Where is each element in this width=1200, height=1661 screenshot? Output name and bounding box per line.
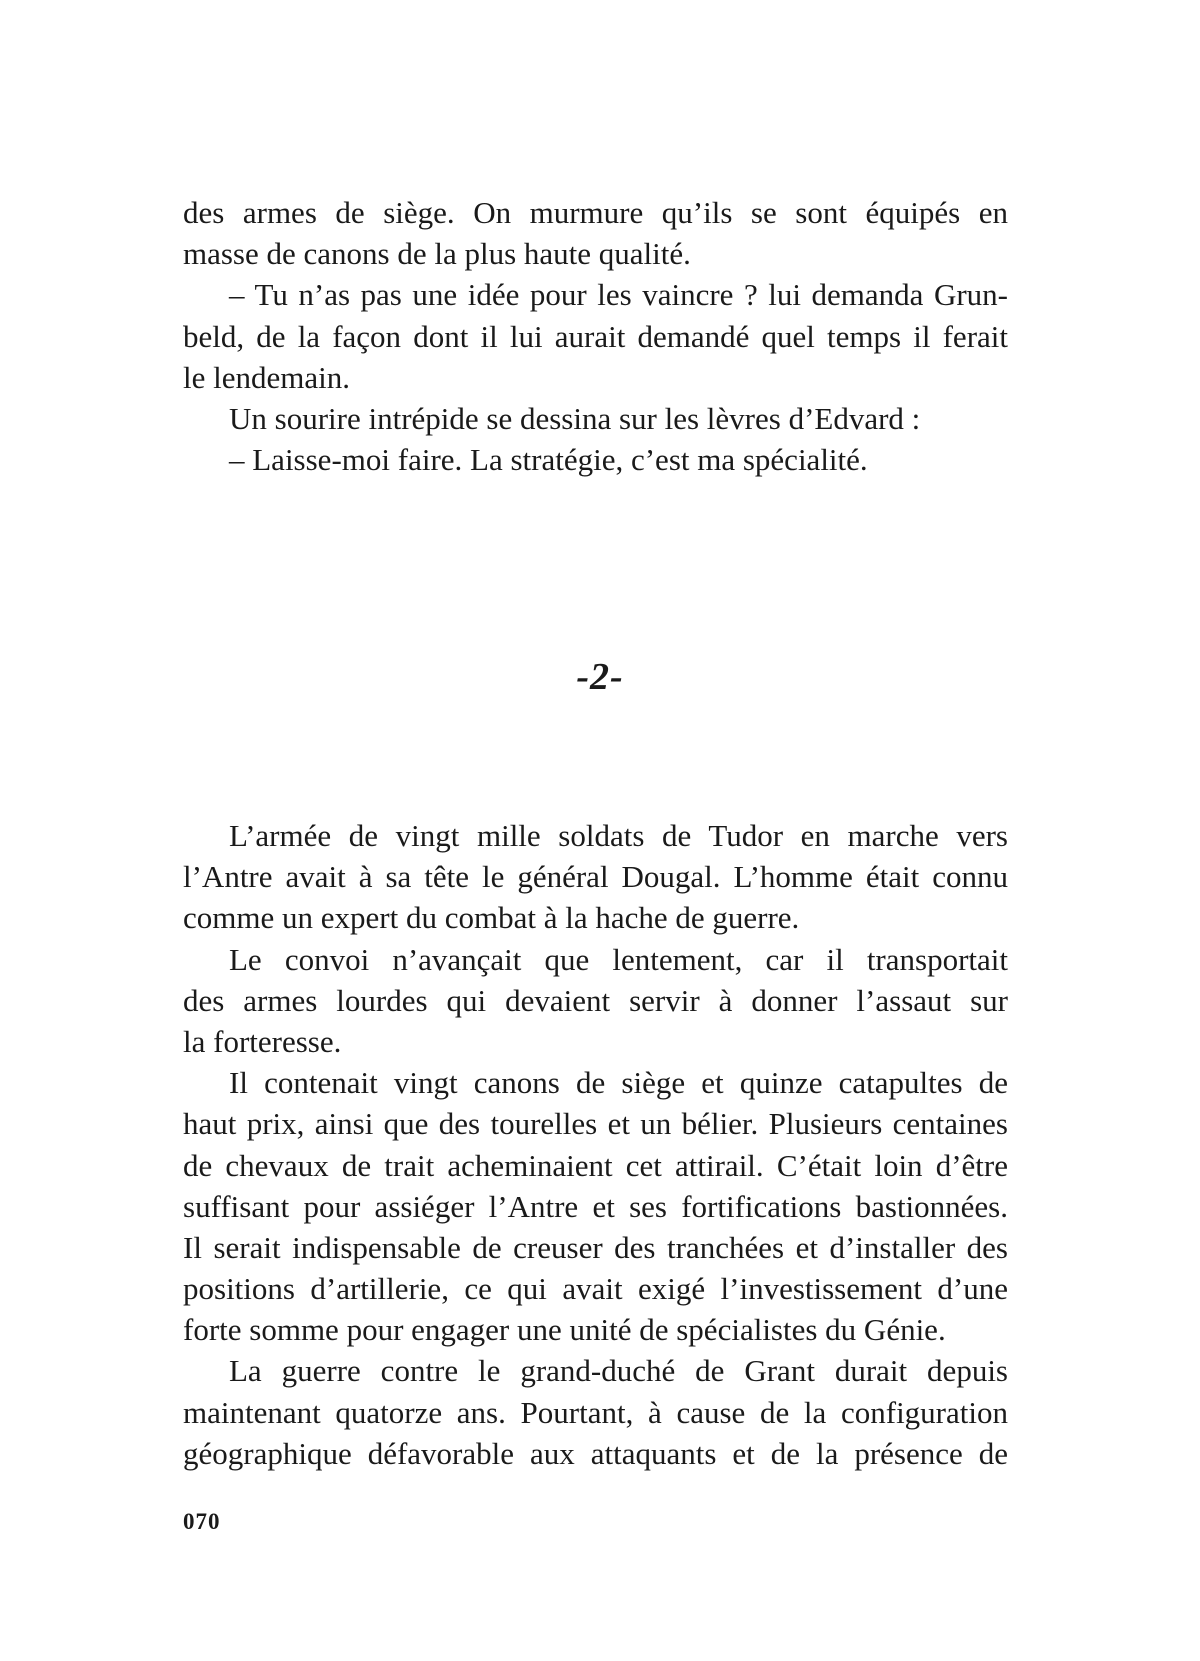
text-line: Un sourire intrépide se dessina sur les lèvres d’Edvard : [229, 400, 921, 436]
text-line: haut prix, ainsi que des tourelles et un bélier. Plusieurs centaines [183, 1106, 1008, 1142]
text-line: de chevaux de trait acheminaient cet attirail. C’était loin d’être [183, 1147, 1008, 1183]
text-line: des armes de siège. On murmure qu’ils se sont équipés en [183, 195, 1008, 230]
text-line: l’Antre avait à sa tête le général Dougal. L’homme était connu [183, 859, 1008, 895]
text-line: Il contenait vingt canons de siège et quinze catapultes de [229, 1065, 1008, 1101]
text-line: Le convoi n’avançait que lentement, car il transportait [229, 941, 1008, 977]
text-line: Il serait indispensable de creuser des tranchées et d’installer des [183, 1229, 1008, 1265]
passage-before-chapter [183, 192, 1008, 480]
text-line: maintenant quatorze ans. Pourtant, à cause de la configuration [183, 1394, 1008, 1430]
text-line: masse de canons de la plus haute qualité. [183, 236, 691, 272]
text-line: – Laisse-moi faire. La stratégie, c’est ma spécialité. [229, 442, 868, 478]
text-line: – Tu n’as pas une idée pour les vaincre ? lui demanda Grun- [229, 277, 1008, 313]
text-line: La guerre contre le grand-duché de Grant durait depuis [229, 1353, 1008, 1389]
text-line: le lendemain. [183, 359, 350, 395]
text-line: la forteresse. [183, 1023, 342, 1059]
text-line: suffisant pour assiéger l’Antre et ses fortifications bastionnées. [183, 1188, 1008, 1224]
text-line: comme un expert du combat à la hache de guerre. [183, 900, 800, 936]
page-number: 070 [183, 1509, 221, 1534]
text-line: forte somme pour engager une unité de spécialistes du Génie. [183, 1312, 946, 1348]
text-line: géographique défavorable aux attaquants et de la présence de [183, 1435, 1008, 1471]
chapter-body [183, 815, 1008, 1474]
text-line: L’armée de vingt mille soldats de Tudor en marche vers [229, 818, 1008, 853]
text-line: beld, de la façon dont il lui aurait demandé quel temps il ferait [183, 318, 1008, 354]
chapter-heading: -2- [576, 656, 624, 698]
text-line: des armes lourdes qui devaient servir à donner l’assaut sur [183, 982, 1008, 1018]
text-line: positions d’artillerie, ce qui avait exigé l’investissement d’une [183, 1271, 1008, 1307]
